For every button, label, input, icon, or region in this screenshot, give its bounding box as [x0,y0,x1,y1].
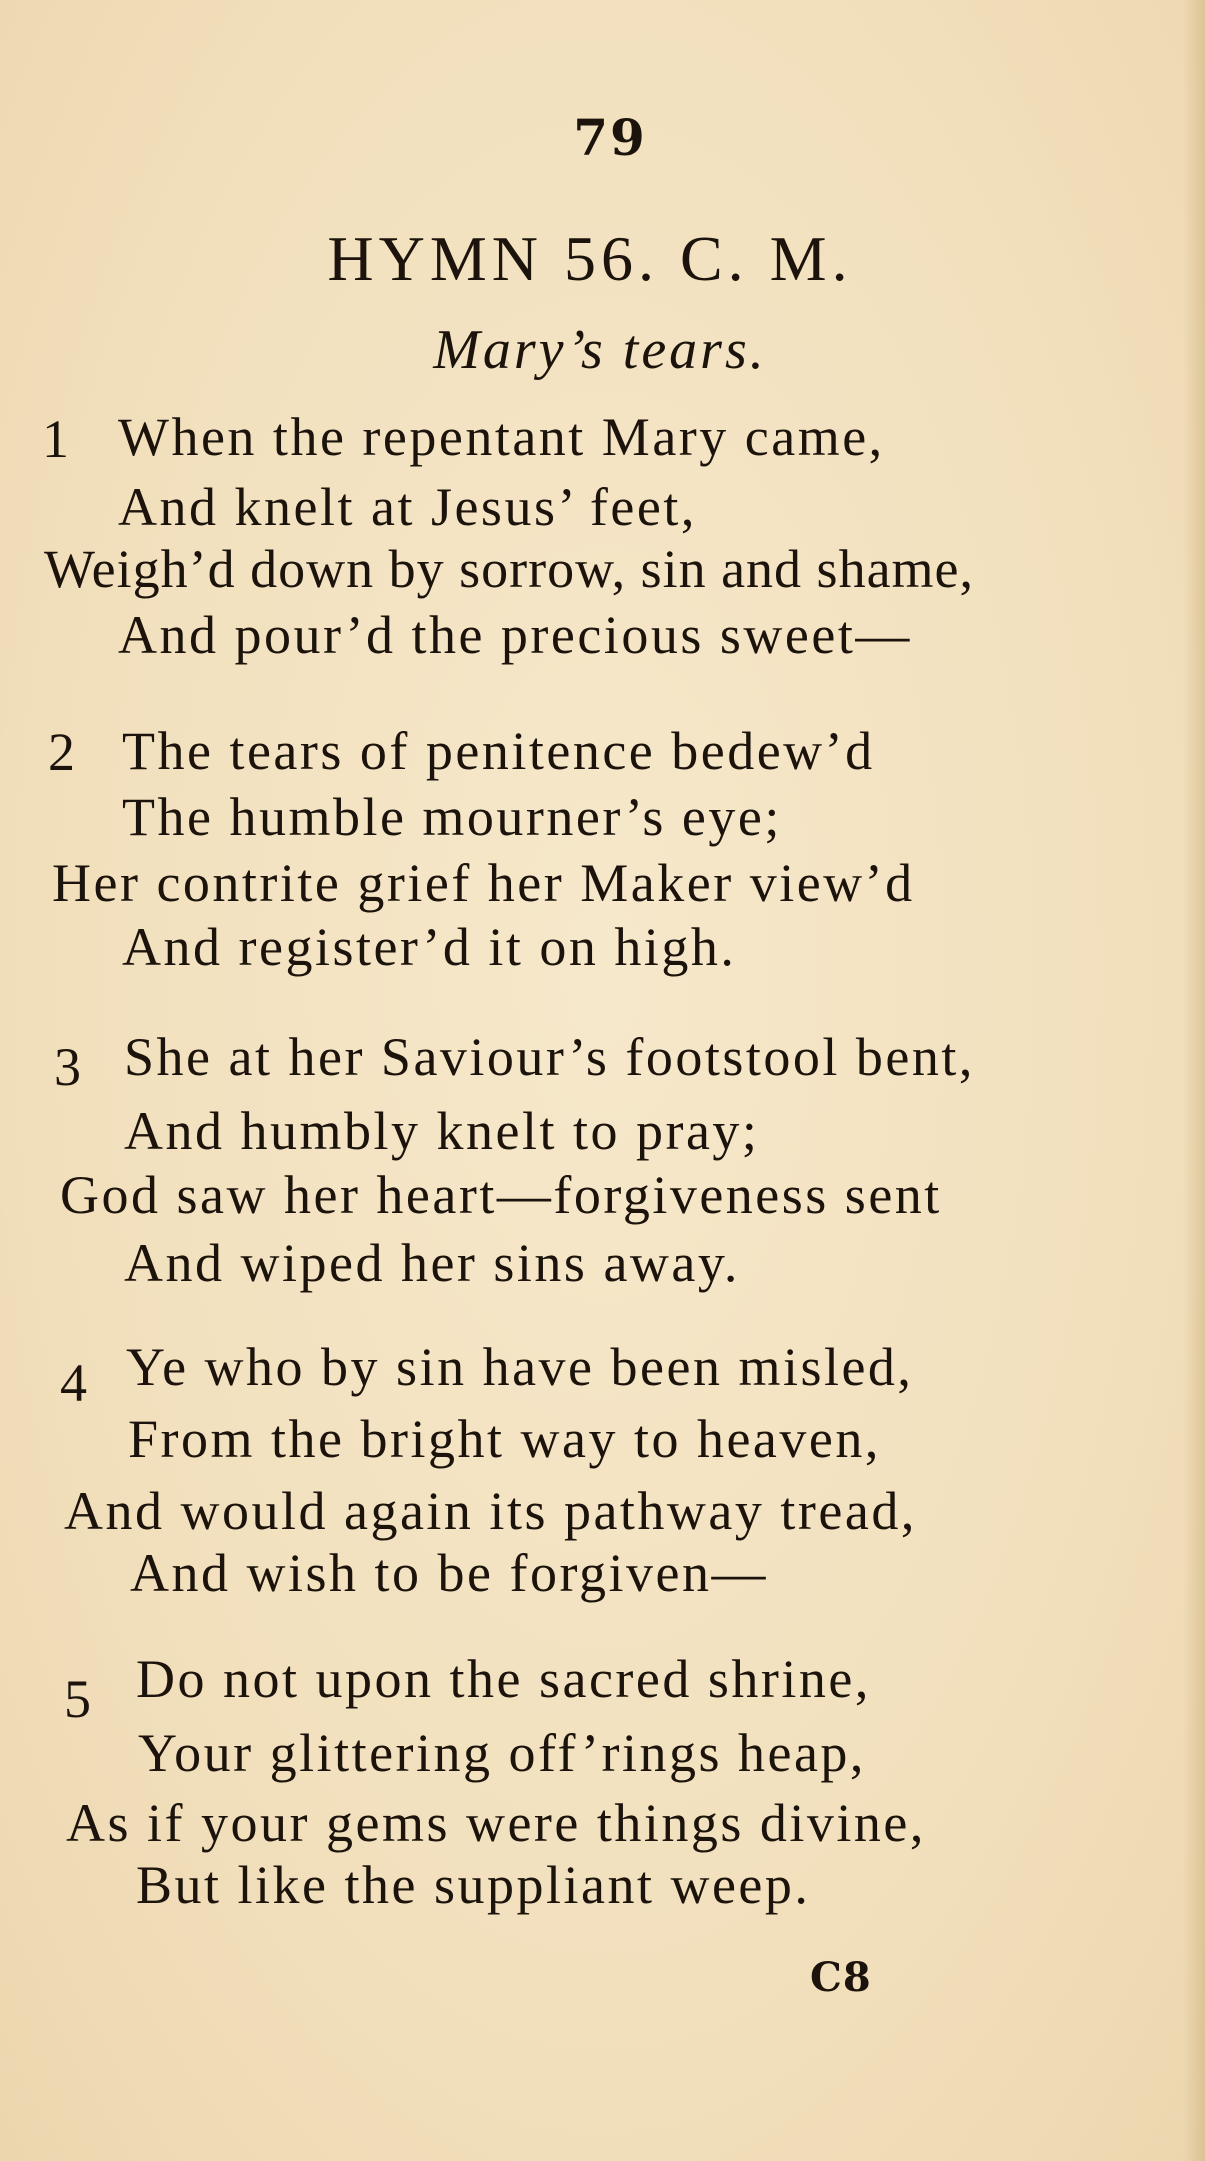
page-edge-shadow [1183,0,1205,2161]
verse-line: God saw her heart—forgiveness sent [60,1165,942,1225]
verse-line: Your glittering off’rings heap, [138,1723,866,1783]
verse-number: 5 [64,1669,91,1729]
verse-line: From the bright way to heaven, [128,1409,881,1469]
verse-line: Weigh’d down by sorrow, sin and shame, [44,539,975,599]
verse-line: And register’d it on high. [122,917,737,977]
signature-mark: C8 [810,1954,872,2001]
verse-number: 1 [42,409,69,469]
hymn-subtitle: Mary’s tears. [433,319,767,381]
verse-line: The tears of penitence bedew’d [122,721,875,781]
verse-line: As if your gems were things divine, [66,1793,926,1853]
verse-line: When the repentant Mary came, [118,407,885,467]
verse-number: 3 [54,1037,81,1097]
verse-number: 2 [48,722,75,782]
verse-number: 4 [60,1353,87,1413]
verse-line: And wiped her sins away. [124,1233,740,1293]
verse-line: And humbly knelt to pray; [124,1101,760,1161]
page-number: 79 [573,108,647,167]
verse-line: And knelt at Jesus’ feet, [118,477,697,537]
verse-line: And wish to be forgiven— [130,1543,768,1603]
verse-line: But like the suppliant weep. [136,1855,811,1915]
hymn-title: HYMN 56. C. M. [327,223,853,294]
verse-line: Her contrite grief her Maker view’d [52,853,915,913]
verse-line: Do not upon the sacred shrine, [136,1649,871,1709]
verse-line: And would again its pathway tread, [64,1481,917,1541]
verse-line: Ye who by sin have been misled, [126,1337,914,1397]
verse-line: And pour’d the precious sweet— [118,605,912,665]
verse-line: She at her Saviour’s footstool bent, [124,1027,975,1087]
verse-line: The humble mourner’s eye; [122,787,782,847]
